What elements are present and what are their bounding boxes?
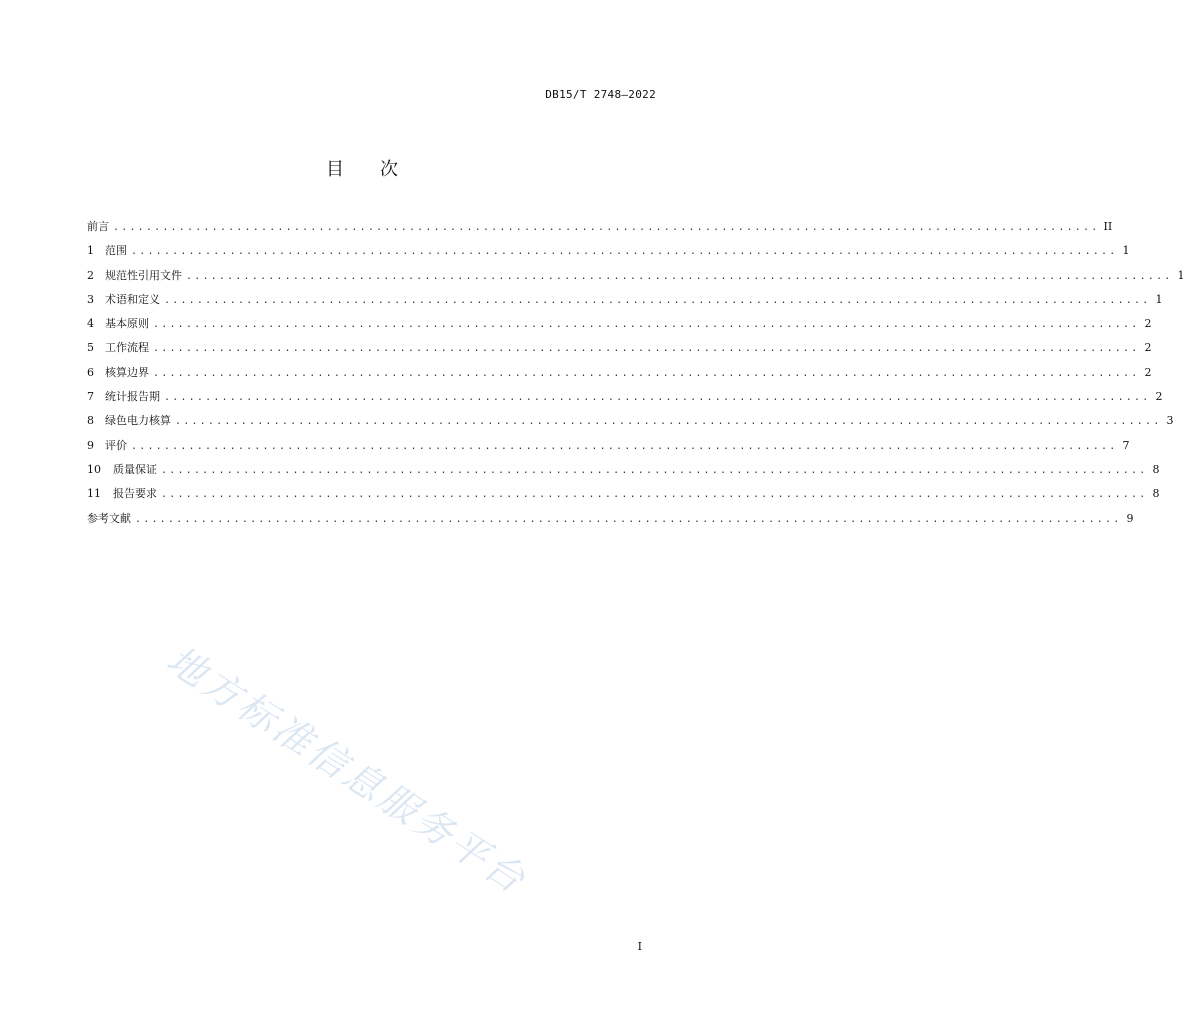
toc-leader-dots: ........................................................................................................................ <box>135 513 1122 525</box>
toc-entry-number: 5 <box>87 341 94 355</box>
toc-leader-dots: ........................................................................................................................ <box>164 392 1151 404</box>
toc-entry-label: 统计报告期 <box>105 390 160 404</box>
toc-entry[interactable] <box>87 268 1184 292</box>
toc-entry-label: 前言 <box>87 220 109 233</box>
toc-entry[interactable] <box>87 438 1130 462</box>
toc-entry-number: 7 <box>87 390 94 404</box>
standard-code: DB15/T 2748—2022 <box>545 88 656 101</box>
toc-entry-label: 核算边界 <box>105 365 149 379</box>
toc-entry-page: 8 <box>1152 487 1160 501</box>
toc-entry-label: 规范性引用文件 <box>105 268 182 282</box>
toc-entry[interactable] <box>87 316 1152 340</box>
toc-entry[interactable] <box>87 340 1152 364</box>
toc-entry-page: 9 <box>1126 511 1134 525</box>
toc-entry-page: 3 <box>1166 414 1174 428</box>
toc-entry-label: 参考文献 <box>87 511 131 525</box>
toc-entry-page: 1 <box>1122 244 1130 258</box>
toc-entry-page: 1 <box>1177 268 1184 282</box>
toc-leader-dots: ........................................................................................................................ <box>186 270 1173 282</box>
toc-leader-dots: ........................................................................................................................ <box>164 294 1151 306</box>
toc-entry-label: 评价 <box>105 438 127 452</box>
toc-title-char-1: 目 <box>326 159 344 180</box>
toc-entry-page: 1 <box>1155 292 1163 306</box>
toc-leader-dots: ........................................................................................................................ <box>131 440 1118 452</box>
toc-entry[interactable] <box>87 365 1152 389</box>
toc-leader-dots: ........................................................................................................................ <box>131 246 1118 258</box>
toc-entry-page: 2 <box>1144 317 1152 331</box>
toc-entry[interactable] <box>87 292 1163 316</box>
toc-entry-page: II <box>1103 220 1113 233</box>
toc-entry-page: 7 <box>1122 438 1130 452</box>
toc-entry-page: 8 <box>1152 462 1160 476</box>
toc-entry-page: 2 <box>1155 390 1163 404</box>
toc-entry-number: 9 <box>87 438 94 452</box>
toc-leader-dots: ........................................................................................................................ <box>175 416 1162 428</box>
toc-entry-label: 绿色电力核算 <box>105 414 171 428</box>
toc-entry-number: 4 <box>87 317 94 331</box>
toc-entry[interactable] <box>87 389 1163 413</box>
toc-entry-label: 质量保证 <box>113 462 157 476</box>
page-number: I <box>637 940 642 953</box>
toc-entry-page: 2 <box>1144 365 1152 379</box>
watermark-text: 地方标准信息服务平台 <box>159 637 536 904</box>
toc-leader-dots: ........................................................................................................................ <box>153 343 1140 355</box>
toc-entry-label: 基本原则 <box>105 317 149 331</box>
toc-entry-number: 2 <box>87 268 94 282</box>
toc-entry-label: 术语和定义 <box>105 292 160 306</box>
toc-leader-dots: ........................................................................................................................ <box>113 222 1100 233</box>
toc-entry-page: 2 <box>1144 341 1152 355</box>
toc-entry-number: 6 <box>87 365 94 379</box>
toc-entry-number: 11 <box>87 487 101 501</box>
toc-entry-number: 1 <box>87 244 94 258</box>
toc-entry-label: 报告要求 <box>113 487 157 501</box>
table-of-contents <box>87 219 1184 535</box>
toc-leader-dots: ........................................................................................................................ <box>153 367 1140 379</box>
toc-entry[interactable] <box>87 486 1160 510</box>
toc-leader-dots: ........................................................................................................................ <box>161 489 1148 501</box>
toc-entry-label: 工作流程 <box>105 341 149 355</box>
toc-leader-dots: ........................................................................................................................ <box>153 319 1140 331</box>
toc-entry[interactable] <box>87 219 1113 243</box>
toc-entry[interactable] <box>87 413 1174 437</box>
toc-leader-dots: ........................................................................................................................ <box>161 464 1148 476</box>
toc-entry[interactable] <box>87 511 1134 535</box>
toc-entry-number: 10 <box>87 462 101 476</box>
toc-title <box>0 155 724 181</box>
toc-entry-number: 3 <box>87 292 94 306</box>
toc-entry-number: 8 <box>87 414 94 428</box>
toc-entry[interactable] <box>87 243 1130 267</box>
toc-entry-label: 范围 <box>105 244 127 258</box>
toc-entry[interactable] <box>87 462 1160 486</box>
toc-title-char-2: 次 <box>380 159 398 180</box>
